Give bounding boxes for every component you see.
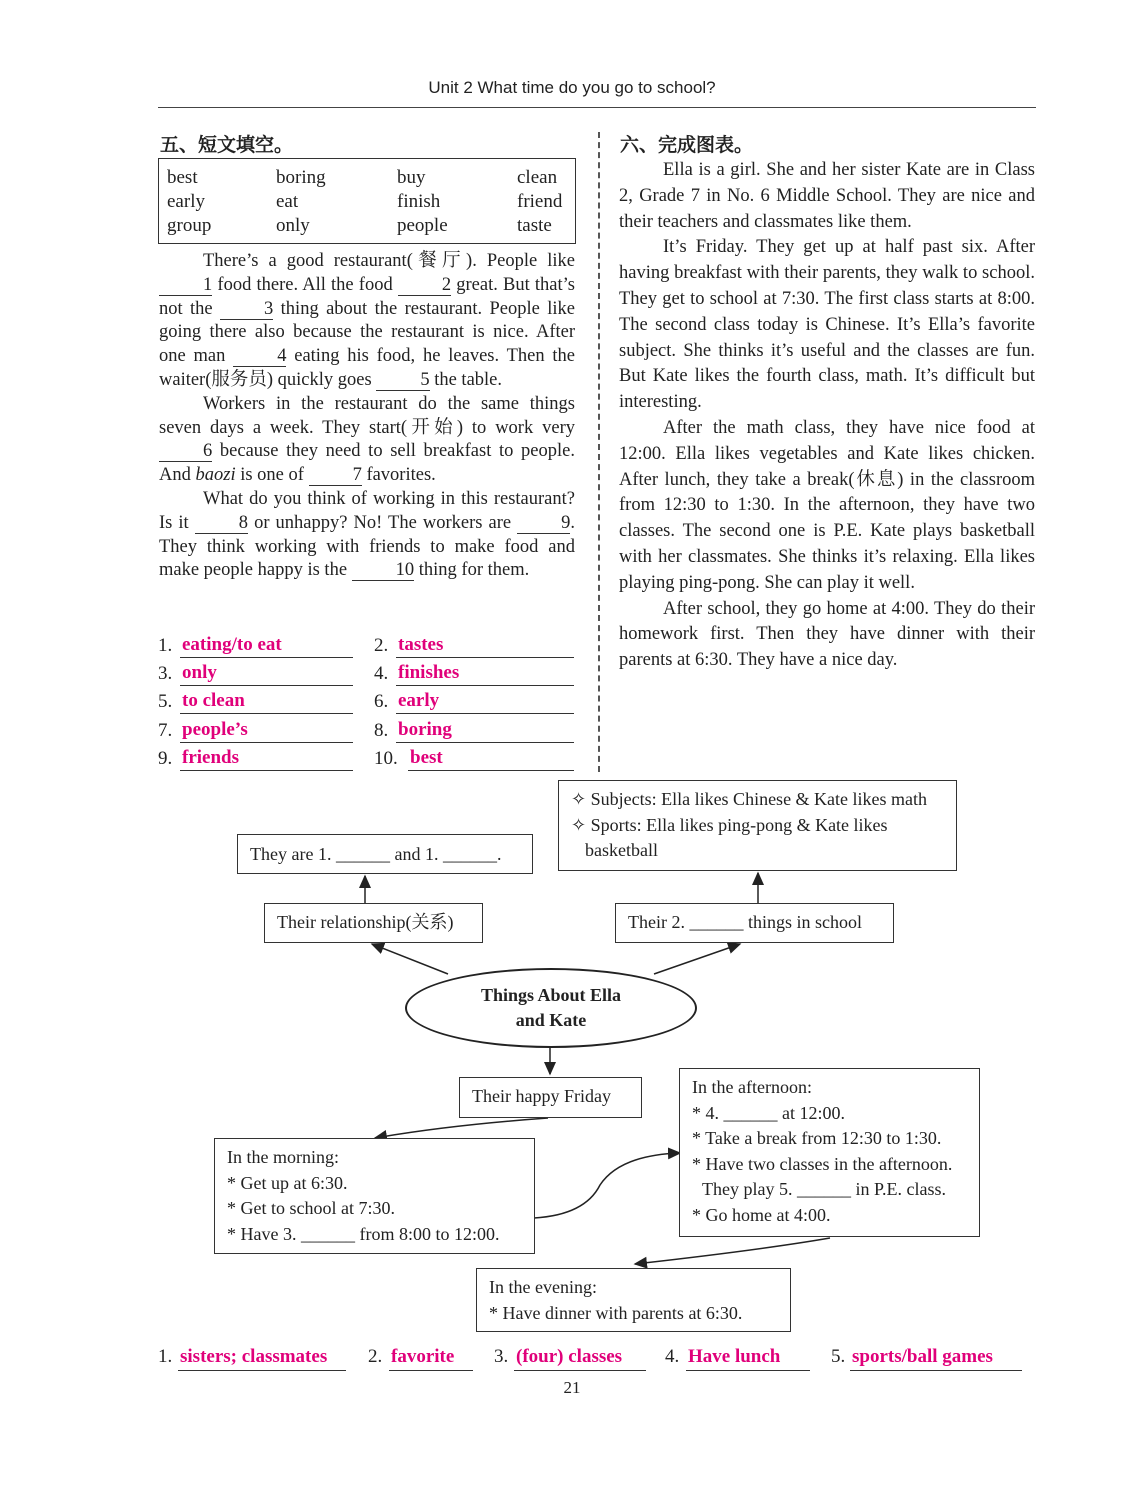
afternoon-line: * Take a break from 12:30 to 1:30.: [692, 1128, 942, 1148]
blank-8: 8: [195, 513, 248, 534]
answer-line: [514, 1370, 646, 1371]
center-line: Things About Ella: [480, 985, 622, 1005]
arrow-to-morning: [375, 1118, 548, 1138]
answer-number: 4.: [665, 1346, 680, 1367]
answer-line: [389, 1370, 473, 1371]
word-bank-word: clean: [517, 167, 558, 188]
word-bank-word: eat: [276, 191, 299, 212]
word-bank-word: taste: [517, 215, 552, 236]
afternoon-line: They play 5. ______ in P.E. class.: [702, 1179, 946, 1199]
passage-text: eating his food, he leaves. Then the waiter(服务员) quickly goes: [159, 346, 576, 390]
arrow-to-relationship: [372, 944, 448, 974]
answer-text: people’s: [182, 719, 248, 740]
answer-line: [178, 1370, 346, 1371]
answer-text: only: [182, 662, 217, 683]
blank-10: 10: [352, 560, 415, 581]
answer-text: friends: [182, 747, 239, 768]
passage-text: favorites.: [361, 465, 436, 486]
word-bank-word: people: [397, 215, 448, 236]
answer-line: [686, 1370, 810, 1371]
passage-paragraph: Ella is a girl. She and her sister Kate are in Class 2, Grade 7 in No. 6 Middle School. They are nice and their teachers and classmates like them.: [619, 160, 1035, 232]
arrow-to-evening: [635, 1238, 830, 1264]
section5-title: 五、短文填空。: [160, 134, 294, 156]
answer-number: 2.: [374, 635, 389, 656]
word-bank-word: only: [276, 215, 310, 236]
passage-text: is one of: [235, 465, 309, 486]
passage-text: the table.: [429, 369, 503, 390]
answer-text: sisters; classmates: [180, 1346, 328, 1367]
blank-7: 7: [309, 465, 362, 486]
blank-6: 6: [159, 441, 212, 462]
word-bank-word: best: [167, 167, 198, 188]
relationship-box: Their relationship(关系): [264, 903, 483, 943]
morning-line: * Have 3. ______ from 8:00 to 12:00.: [227, 1223, 500, 1244]
passage-text: because they need to sell breakfast to people. And: [159, 441, 575, 486]
friday-box: Their happy Friday: [459, 1077, 642, 1118]
evening-line: * Have dinner with parents at 6:30.: [489, 1302, 743, 1323]
passage-paragraph: It’s Friday. They get up at half past six. After having breakfast with their parents, they walk to school. They get to school at 7:30. The first class starts at 8:00. The second class today is Chinese. It’s Ella’s favorite subject. She thinks it’s useful and the classes are fun. But Kate likes the fourth class, math. It’s difficult but interesting.: [619, 237, 1035, 413]
answer-number: 6.: [374, 691, 389, 712]
word-bank-word: buy: [397, 167, 426, 188]
passage-text: food there. All the food: [212, 274, 398, 295]
word-bank-word: group: [167, 215, 212, 236]
sports-line-cont: basketball: [585, 840, 658, 860]
passage-text: Workers in the restaurant do the same things seven days a week. They start(开始) to work very: [159, 393, 575, 438]
morning-line: In the morning:: [227, 1147, 339, 1167]
passage-text: . They think working with friends to make food and make people happy is the: [159, 512, 575, 581]
afternoon-line: * Go home at 4:00.: [692, 1204, 831, 1225]
page-header: Unit 2 What time do you go to school?: [428, 78, 716, 97]
afternoon-box: [679, 1068, 980, 1237]
arrow-to-afternoon: [534, 1153, 680, 1218]
answer-text: finishes: [398, 662, 460, 683]
answer-text: tastes: [398, 634, 444, 655]
morning-box: [214, 1138, 535, 1254]
afternoon-line: * Have two classes in the afternoon.: [692, 1153, 953, 1174]
afternoon-line: * 4. ______ at 12:00.: [692, 1102, 845, 1123]
morning-line: * Get up at 6:30.: [227, 1172, 348, 1193]
answer-number: 8.: [374, 720, 389, 741]
subjects-line: ✧ Subjects: Ella likes Chinese & Kate likes math: [571, 789, 928, 809]
passage-italic: baozi: [195, 465, 236, 486]
center-line: and Kate: [515, 1010, 587, 1030]
answer-number: 3.: [494, 1346, 509, 1367]
blank-2: 2: [398, 275, 451, 296]
answer-number: 5.: [158, 691, 173, 712]
word-bank-word: boring: [276, 167, 326, 188]
arrow-to-things: [654, 944, 740, 974]
passage-text: What do you think of working in this restaurant? Is it: [159, 488, 575, 533]
answer-text: best: [410, 747, 443, 768]
passage-text: or unhappy? No! The workers are: [248, 512, 518, 533]
answer-number: 4.: [374, 663, 389, 684]
evening-box: [476, 1268, 791, 1332]
section6-title: 六、完成图表。: [620, 134, 754, 156]
answer-text: eating/to eat: [182, 634, 282, 655]
center-ellipse: [405, 968, 697, 1048]
blank-3: 3: [220, 299, 273, 320]
answer-number: 2.: [368, 1346, 383, 1367]
blank-5: 5: [376, 370, 429, 391]
passage-paragraph: After school, they go home at 4:00. They do their homework first. Then they have dinner with their parents at 6:30. They have a nice day.: [619, 598, 1035, 671]
passage-text: thing about the restaurant. People like going there also because the restaurant is nice. After one man: [159, 298, 575, 367]
blank-4: 4: [233, 346, 286, 367]
blank-9: 9: [517, 513, 570, 534]
blank-1: 1: [159, 275, 212, 296]
answer-number: 1.: [158, 1346, 173, 1367]
answer-text: (four) classes: [516, 1346, 623, 1367]
answer-number: 3.: [158, 663, 173, 684]
answer-text: early: [398, 690, 440, 711]
morning-line: * Get to school at 7:30.: [227, 1198, 395, 1218]
things-box: Their 2. ______ things in school: [615, 903, 894, 943]
answer-text: to clean: [182, 690, 245, 711]
answer-number: 9.: [158, 748, 173, 769]
answer-number: 7.: [158, 720, 173, 741]
answer-number: 10.: [374, 748, 398, 769]
they-are-box: They are 1. ______ and 1. ______.: [237, 834, 533, 874]
subjects-box: [558, 780, 957, 871]
answer-line: [850, 1370, 1022, 1371]
passage-text: great. But that’s not the: [159, 274, 575, 319]
word-bank-word: early: [167, 191, 205, 212]
passage-paragraph: After the math class, they have nice food at 12:00. Ella likes vegetables and Kate likes chicken. After lunch, they take a break(休息) in the classroom from 12:30 to 1:30. In the afternoon, they have two classes. The second one is P.E. Kate plays basketball with her classmates. She thinks it’s relaxing. Ella likes playing ping-pong. She can play it well.: [619, 417, 1035, 593]
passage-text: thing for them.: [414, 560, 530, 581]
passage-text: There’s a good restaurant(餐厅). People like: [203, 251, 575, 271]
word-bank-word: finish: [397, 191, 441, 212]
answer-text: favorite: [391, 1346, 455, 1367]
sports-line: ✧ Sports: Ella likes ping-pong & Kate likes: [571, 814, 888, 835]
evening-line: In the evening:: [489, 1277, 597, 1297]
afternoon-line: In the afternoon:: [692, 1077, 812, 1097]
answer-text: Have lunch: [688, 1346, 781, 1367]
answer-number: 1.: [158, 635, 173, 656]
answer-number: 5.: [831, 1346, 846, 1367]
word-bank-word: friend: [517, 191, 563, 212]
page-number: 21: [563, 1378, 581, 1397]
answer-text: boring: [398, 719, 452, 740]
answer-text: sports/ball games: [852, 1346, 993, 1367]
